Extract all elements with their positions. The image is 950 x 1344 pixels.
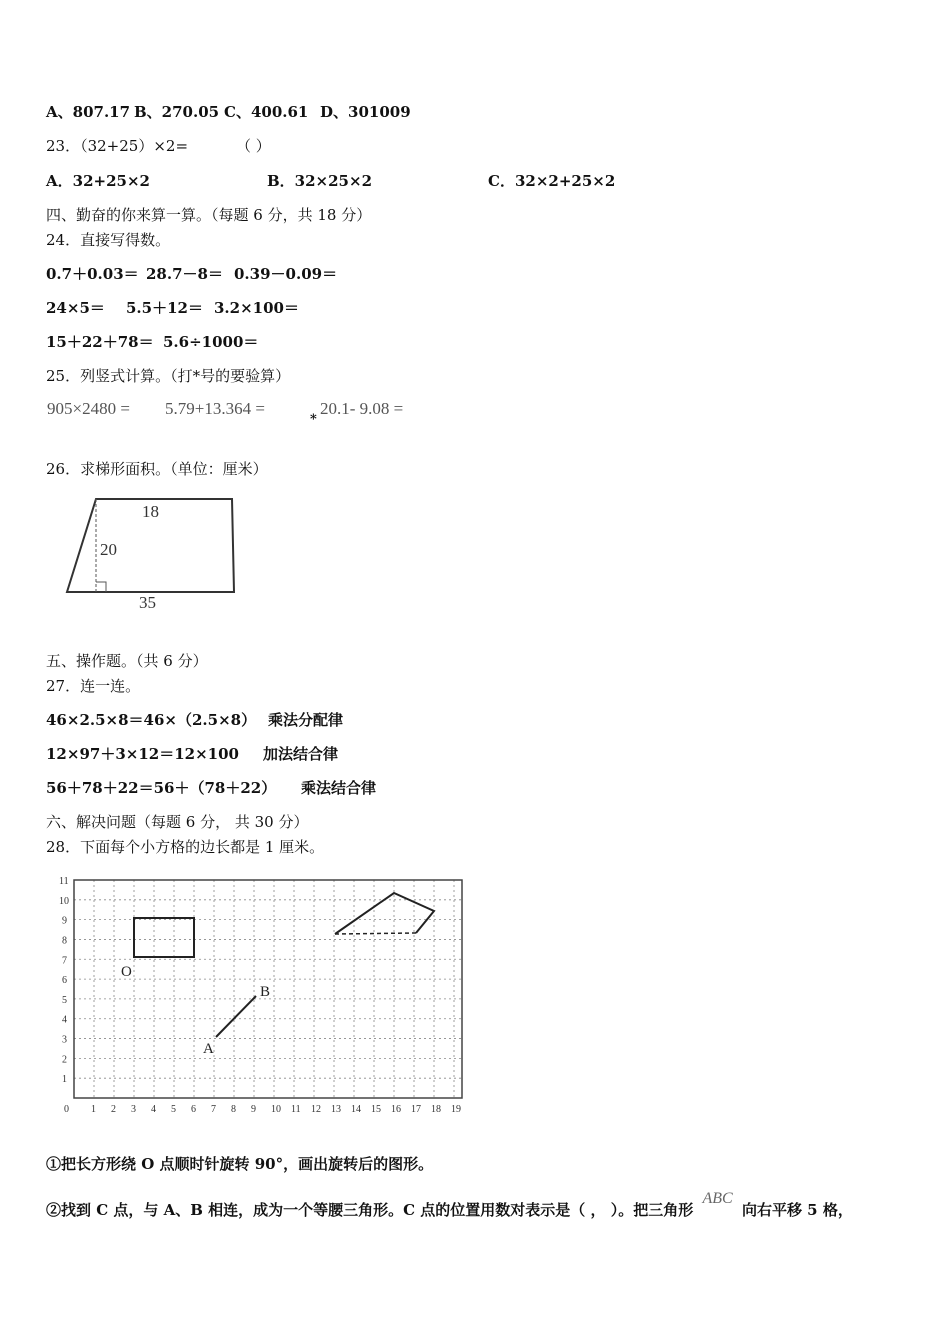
q27-row-2 <box>46 744 338 764</box>
segment-ab <box>216 996 256 1037</box>
q24-item: 5.5＋12＝ <box>126 299 203 317</box>
x-tick-label: 6 <box>191 1104 196 1115</box>
x-tick-label: 5 <box>171 1104 176 1115</box>
y-tick-label: 11 <box>59 876 69 887</box>
coordinate-grid-figure <box>52 866 492 1116</box>
section-4-title: 四、勤奋的你来算一算。（每题 6 分，共 18 分） <box>46 206 372 224</box>
q24-item: 24×5＝ <box>46 299 105 317</box>
y-tick-label: 7 <box>62 955 67 967</box>
q22-option-d: D、301009 <box>320 103 411 121</box>
q27-expr: 56＋78＋22＝56＋（78＋22） <box>46 779 277 797</box>
q24-item: 0.39－0.09＝ <box>234 265 338 283</box>
q27-row-1 <box>46 710 343 730</box>
label-o: O <box>121 964 132 980</box>
x-tick-label: 1 <box>91 1104 96 1115</box>
y-tick-label: 5 <box>62 994 67 1006</box>
x-axis-tick-labels <box>64 1104 461 1115</box>
polyline-shape <box>335 893 434 934</box>
q23-option-b: B．32×25×2 <box>267 172 373 190</box>
q24-row-1 <box>46 264 337 284</box>
q24-item: 5.6÷1000＝ <box>163 333 259 351</box>
q24-title: 24．直接写得数。 <box>46 231 171 249</box>
x-tick-label: 3 <box>131 1104 136 1115</box>
q23-options <box>46 171 615 191</box>
q25-eq-2: 5.79+13.364 = <box>165 399 265 418</box>
q24-item: 28.7－8＝ <box>146 265 223 283</box>
x-tick-label: 11 <box>291 1104 301 1115</box>
q28-part-2 <box>46 1190 853 1221</box>
right-angle-mark <box>96 582 106 592</box>
y-tick-label: 4 <box>62 1014 67 1026</box>
q24-row-3 <box>46 332 258 352</box>
q23-option-a: A．32+25×2 <box>46 172 150 190</box>
q28-part-2-tail: 向右平移 5 格， <box>741 1201 853 1219</box>
q23-answer-paren: （ ） <box>236 137 271 155</box>
x-tick-label: 16 <box>391 1104 401 1115</box>
y-tick-label: 8 <box>62 935 67 947</box>
x-tick-label: 14 <box>351 1104 361 1115</box>
x-tick-label: 2 <box>111 1104 116 1115</box>
x-tick-label: 0 <box>64 1104 69 1115</box>
q24-item: 3.2×100＝ <box>214 299 299 317</box>
q24-item: 15＋22＋78＝ <box>46 333 154 351</box>
x-tick-label: 17 <box>411 1104 421 1115</box>
x-tick-label: 4 <box>151 1104 156 1115</box>
q25-star-mark: * <box>310 412 317 427</box>
x-tick-label: 15 <box>371 1104 381 1115</box>
q22-options <box>46 102 411 122</box>
q24-item: 0.7＋0.03＝ <box>46 265 139 283</box>
label-a: A <box>203 1041 214 1057</box>
y-tick-label: 10 <box>59 895 69 907</box>
y-tick-label: 2 <box>62 1054 67 1066</box>
section-5-title: 五、操作题。（共 6 分） <box>46 652 208 670</box>
y-tick-label: 9 <box>62 915 67 927</box>
q27-expr: 12×97＋3×12＝12×100 <box>46 745 239 763</box>
rectangle-shape <box>134 918 194 957</box>
trapezoid-top-label: 18 <box>142 502 159 521</box>
label-b: B <box>260 984 271 1000</box>
q22-option-a: A、807.17 <box>46 103 131 121</box>
q28-title: 28．下面每个小方格的边长都是 1 厘米。 <box>46 838 325 856</box>
triangle-abc-label: ABC <box>702 1190 733 1207</box>
q22-option-b: B、270.05 <box>134 103 220 121</box>
q27-row-3 <box>46 778 376 798</box>
q28-part-1-text: ①把长方形绕 O 点顺时针旋转 90°，画出旋转后的图形。 <box>46 1155 434 1173</box>
q22-option-c: C、400.61 <box>224 103 309 121</box>
q28-part-2-text: ②找到 C 点，与 A、B 相连，成为一个等腰三角形。C 点的位置用数对表示是（ ， ）。把三角形 <box>46 1201 694 1219</box>
y-tick-label: 6 <box>62 975 67 987</box>
q24-row-2 <box>46 298 299 318</box>
q27-law: 加法结合律 <box>263 745 339 763</box>
q26-title: 26．求梯形面积。（单位：厘米） <box>46 460 268 478</box>
x-tick-label: 7 <box>211 1104 216 1115</box>
trapezoid-height-label: 20 <box>100 540 117 559</box>
y-axis-tick-labels <box>59 876 69 1085</box>
x-tick-label: 18 <box>431 1104 441 1115</box>
x-tick-label: 10 <box>271 1104 281 1115</box>
x-tick-label: 8 <box>231 1104 236 1115</box>
q27-law: 乘法结合律 <box>301 779 377 797</box>
q23-option-c: C．32×2+25×2 <box>488 172 616 190</box>
x-tick-label: 12 <box>311 1104 321 1115</box>
trapezoid-bottom-label: 35 <box>139 593 156 612</box>
q27-title: 27．连一连。 <box>46 677 141 695</box>
x-tick-label: 19 <box>451 1104 461 1115</box>
y-tick-label: 1 <box>62 1074 67 1086</box>
q27-law: 乘法分配律 <box>268 711 344 729</box>
q23-stem-text: 23．（32+25）×2= <box>46 137 189 155</box>
q25-eq-1: 905×2480 = <box>47 399 130 418</box>
x-tick-label: 13 <box>331 1104 341 1115</box>
y-tick-label: 3 <box>62 1034 67 1046</box>
polyline-base-dashed <box>335 933 416 934</box>
q25-eq-3: 20.1- 9.08 = <box>320 399 404 418</box>
x-tick-label: 9 <box>251 1104 256 1115</box>
q28-part-1 <box>46 1154 433 1174</box>
trapezoid-figure <box>60 492 240 612</box>
q27-expr: 46×2.5×8＝46×（2.5×8） <box>46 711 257 729</box>
q25-title: 25．列竖式计算。（打*号的要验算） <box>46 367 291 385</box>
section-6-title: 六、解决问题（每题 6 分， 共 30 分） <box>46 813 309 831</box>
q23-stem <box>46 136 271 156</box>
